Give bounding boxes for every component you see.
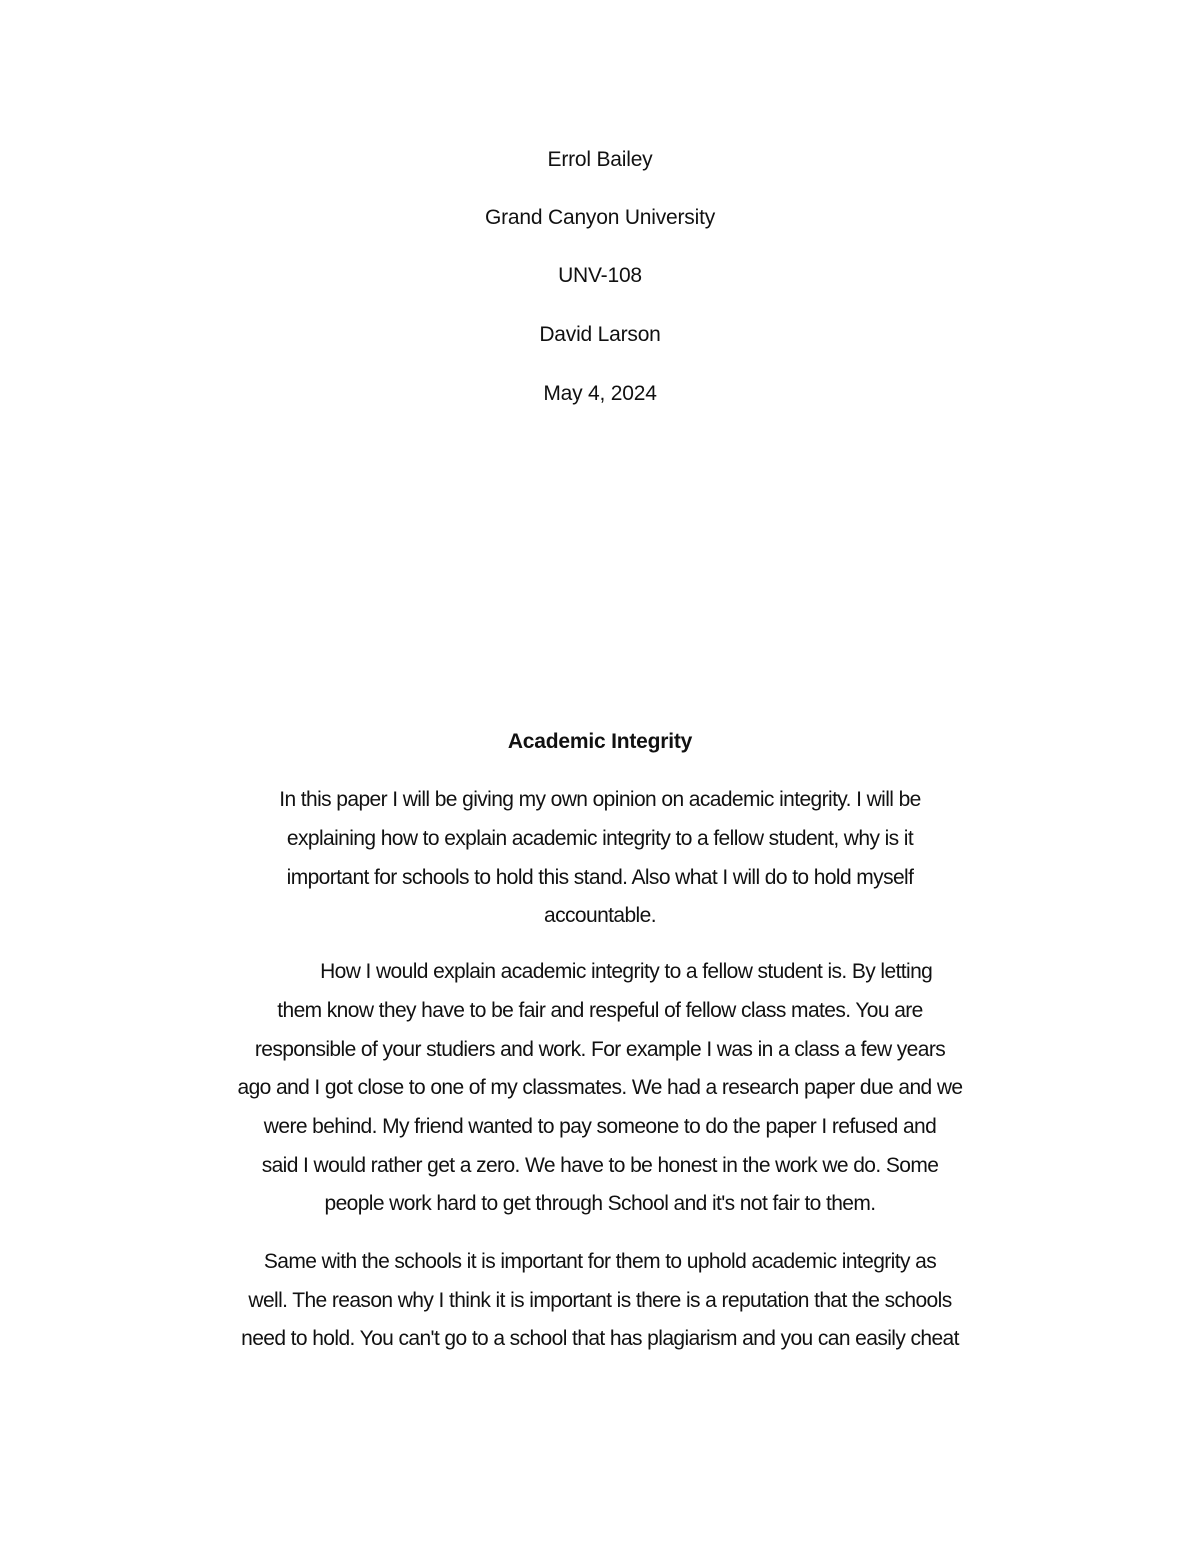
paragraph-line: well. The reason why I think it is important is there is a reputation that the schools xyxy=(248,1289,952,1312)
submission-date: May 4, 2024 xyxy=(543,382,657,405)
instructor-name: David Larson xyxy=(539,323,661,346)
paper-title: Academic Integrity xyxy=(507,730,693,753)
paragraph-line: responsible of your studiers and work. For example I was in a class a few years xyxy=(254,1038,946,1061)
paragraph-line: Same with the schools it is important for them to uphold academic integrity as xyxy=(263,1250,937,1273)
paragraph-line: people work hard to get through School and it's not fair to them. xyxy=(324,1192,876,1215)
paragraph-line: were behind. My friend wanted to pay someone to do the paper I refused and xyxy=(263,1115,937,1138)
author-name: Errol Bailey xyxy=(547,148,653,171)
paragraph-line: them know they have to be fair and respeful of fellow class mates. You are xyxy=(277,999,923,1022)
paragraph-line: important for schools to hold this stand. Also what I will do to hold myself xyxy=(286,866,914,889)
paragraph-line: In this paper I will be giving my own opinion on academic integrity. I will be xyxy=(279,788,921,811)
paragraph-line: accountable. xyxy=(544,904,656,927)
paragraph-line: How I would explain academic integrity to a fellow student is. By letting xyxy=(267,960,933,983)
paragraph-line: said I would rather get a zero. We have to be honest in the work we do. Some xyxy=(261,1154,939,1177)
institution-name: Grand Canyon University xyxy=(485,206,715,229)
course-code: UNV-108 xyxy=(558,264,642,287)
paragraph-line: need to hold. You can't go to a school that has plagiarism and you can easily cheat xyxy=(241,1327,959,1350)
paragraph-line: ago and I got close to one of my classmates. We had a research paper due and we xyxy=(237,1076,963,1099)
paragraph-line: explaining how to explain academic integrity to a fellow student, why is it xyxy=(286,827,914,850)
